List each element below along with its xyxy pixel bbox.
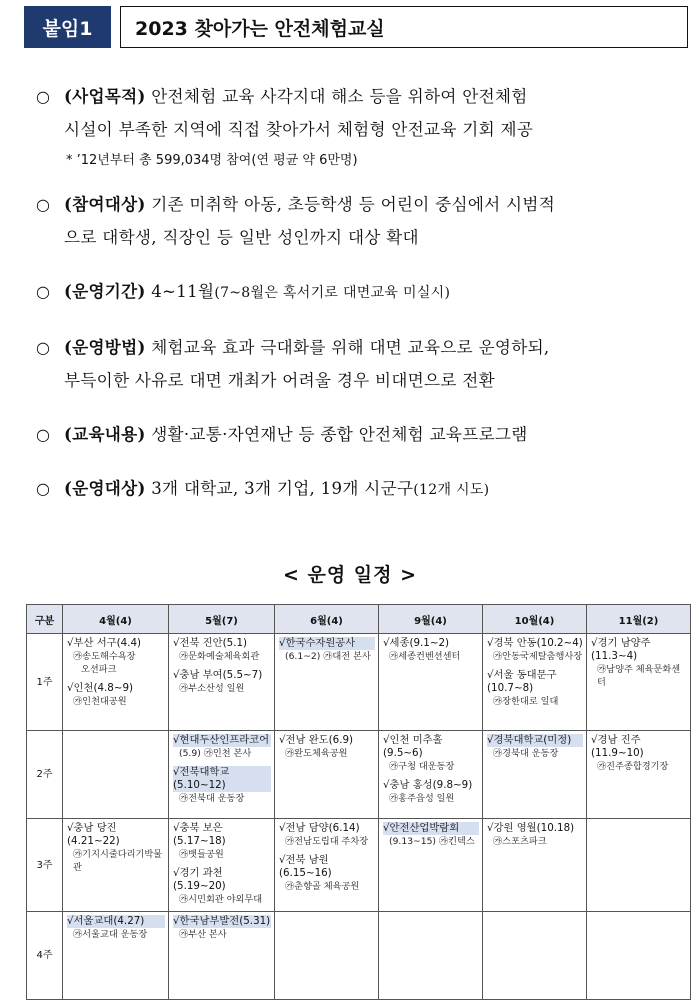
attachment-badge: 붙임1 [24,6,111,48]
event-name: √안전산업박람회 [383,822,479,835]
event-location: ㉮진주종합경기장 [597,761,669,772]
schedule-event [383,822,479,848]
week-label: 1주 [27,634,63,731]
table-row [27,912,691,1000]
event-location: ㉮남양주 체육문화센터 [597,664,681,688]
schedule-event [279,822,375,848]
event-location: ㉮장한대로 일대 [493,696,559,707]
schedule-cell [169,731,275,819]
event-location: ㉮부소산성 일원 [179,683,245,694]
schedule-event [173,734,271,760]
event-name: √한국남부발전(5.31) [173,915,271,927]
event-location: ㉮전남도립대 주차장 [285,836,369,847]
table-row [27,731,691,819]
event-name: √인천 미추홀(9.5~6) [383,734,443,759]
table-row [27,819,691,912]
event-location: ㉮세종컨벤션센터 [389,651,461,662]
schedule-cell [587,912,691,1000]
event-name: √전남 담양(6.14) [279,822,360,834]
schedule-event [67,682,165,708]
event-location: ㉮스포츠파크 [493,836,547,847]
event-name: √인천(4.8~9) [67,682,134,694]
event-name: √전북 진안(5.1) [173,637,248,649]
schedule-event [591,734,687,773]
circle-bullet-icon: ○ [36,87,51,106]
event-name: √경남 진주(11.9~10) [591,734,644,759]
schedule-event [279,637,375,663]
schedule-cell [275,634,379,731]
schedule-event [487,734,583,760]
schedule-event [173,867,271,906]
schedule-cell [379,819,483,912]
event-name: √전북 남원(6.15~16) [279,854,332,879]
circle-bullet-icon: ○ [36,282,51,301]
schedule-event [173,637,271,663]
event-location: ㉮송도해수욕장 [73,651,136,662]
event-location: ㉮서울교대 운동장 [73,929,148,940]
event-location: ㉮완도체육공원 [285,748,348,759]
week-label: 3주 [27,819,63,912]
schedule-event [591,637,687,689]
event-name: √충남 홍성(9.8~9) [383,779,473,791]
schedule-cell [63,634,169,731]
week-label: 2주 [27,731,63,819]
schedule-cell [379,731,483,819]
event-location: ㉮기지시줄다리기박물관 [73,849,163,873]
event-name: √세종(9.1~2) [383,637,450,649]
event-location: ㉮시민회관 야외무대 [179,894,263,905]
section-purpose-cont: 시설이 부족한 지역에 직접 찾아가서 체험형 안전교육 기회 제공 [64,120,534,139]
section-content: ○ (교육내용) 생활·교통·자연재난 등 종합 안전체험 교육프로그램 [36,418,700,451]
schedule-cell [63,731,169,819]
page-title: 2023 찾아가는 안전체험교실 [120,6,688,48]
schedule-cell [169,912,275,1000]
event-name: √충남 당진(4.21~22) [67,822,120,847]
circle-bullet-icon: ○ [36,425,51,444]
schedule-event [173,669,271,695]
bullet-list [36,80,700,507]
section-target: ○ (참여대상) 기존 미취학 아동, 초등학생 등 어린이 중심에서 시범적 [36,188,700,221]
schedule-event [173,766,271,805]
event-location: ㉮전북대 운동장 [179,793,245,804]
schedule-cell [275,912,379,1000]
event-location: ㉮구청 대운동장 [389,761,455,772]
section-method-cont: 부득이한 사유로 대면 개최가 어려울 경우 비대면으로 전환 [64,371,495,390]
event-location: (6.1~2) ㉮대전 본사 [285,651,371,662]
table-row [27,634,691,731]
event-name: √경북대학교(미정) [487,734,583,747]
event-name: √한국수자원공사 [279,637,375,650]
event-location: ㉮부산 본사 [179,929,227,940]
schedule-cell [275,731,379,819]
event-location: ㉮홍주읍성 일원 [389,793,455,804]
schedule-event [67,915,165,941]
schedule-cell [169,634,275,731]
header-cell: 4월(4) [63,605,169,634]
schedule-title: < 운영 일정 > [282,564,418,586]
event-location: ㉮경북대 운동장 [493,748,559,759]
schedule-event [279,854,375,893]
schedule-cell [483,912,587,1000]
header-cell: 11월(2) [587,605,691,634]
schedule-event [383,779,479,805]
schedule-event [383,734,479,773]
section-method: ○ (운영방법) 체험교육 효과 극대화를 위해 대면 교육으로 운영하되, [36,331,700,364]
schedule-event [67,822,165,874]
schedule-event [279,734,375,760]
section-period: ○ (운영기간) 4~11월(7~8월은 혹서기로 대면교육 미실시) [36,275,700,310]
event-name: √경기 남양주(11.3~4) [591,637,651,662]
schedule-event [487,822,583,848]
event-location: ㉮안동국제탈춤행사장 [493,651,583,662]
event-location: ㉮춘향골 체육공원 [285,881,360,892]
footnote: * ’12년부터 총 599,034명 참여(연 평균 약 6만명) [66,153,358,168]
header-cell: 9월(4) [379,605,483,634]
event-name: √경기 과천(5.19~20) [173,867,226,892]
event-location: ㉮뱃들공원 [179,849,224,860]
header-cell: 6월(4) [275,605,379,634]
event-location: (9.13~15) ㉮킨텍스 [389,836,475,847]
event-name: √전남 완도(6.9) [279,734,354,746]
table-header-row [27,605,691,634]
event-location: (5.9) ㉮인천 본사 [179,748,252,759]
schedule-cell [483,634,587,731]
header-cell: 10월(4) [483,605,587,634]
event-name: √서울교대(4.27) [67,915,165,928]
schedule-event [173,822,271,861]
schedule-event [173,915,271,941]
schedule-cell [587,731,691,819]
schedule-cell [379,634,483,731]
schedule-cell [587,634,691,731]
event-location: ㉮문화예술체육회관 [179,651,260,662]
event-name: √경북 안동(10.2~4) [487,637,583,649]
schedule-event [383,637,479,663]
schedule-cell [483,819,587,912]
event-name: √충북 보은(5.17~18) [173,822,226,847]
event-name: √충남 부여(5.5~7) [173,669,263,681]
circle-bullet-icon: ○ [36,195,51,214]
event-name: √전북대학교(5.10~12) [173,766,271,792]
event-location: ㉮인천대공원 [73,696,127,707]
header-cell: 5월(7) [169,605,275,634]
schedule-event [67,637,165,676]
schedule-event [487,637,583,663]
section-target-cont: 으로 대학생, 직장인 등 일반 성인까지 대상 확대 [64,228,419,247]
event-name: √현대두산인프라코어 [173,734,270,746]
event-name: √부산 서구(4.4) [67,637,142,649]
event-location: 오션파크 [81,664,117,675]
circle-bullet-icon: ○ [36,338,51,357]
header-cell: 구분 [27,605,63,634]
circle-bullet-icon: ○ [36,479,51,498]
schedule-cell [483,731,587,819]
schedule-cell [275,819,379,912]
event-name: √서울 동대문구(10.7~8) [487,669,557,694]
section-scope: ○ (운영대상) 3개 대학교, 3개 기업, 19개 시군구(12개 시도) [36,472,700,507]
event-name: √강원 영월(10.18) [487,822,575,834]
schedule-cell [587,819,691,912]
doc-header [24,6,688,48]
section-purpose: ○ (사업목적) 안전체험 교육 사각지대 해소 등을 위하여 안전체험 [36,80,700,113]
schedule-cell [63,819,169,912]
week-label: 4주 [27,912,63,1000]
schedule-event [487,669,583,708]
schedule-cell [379,912,483,1000]
schedule-table [26,604,691,1000]
schedule-cell [169,819,275,912]
schedule-cell [63,912,169,1000]
